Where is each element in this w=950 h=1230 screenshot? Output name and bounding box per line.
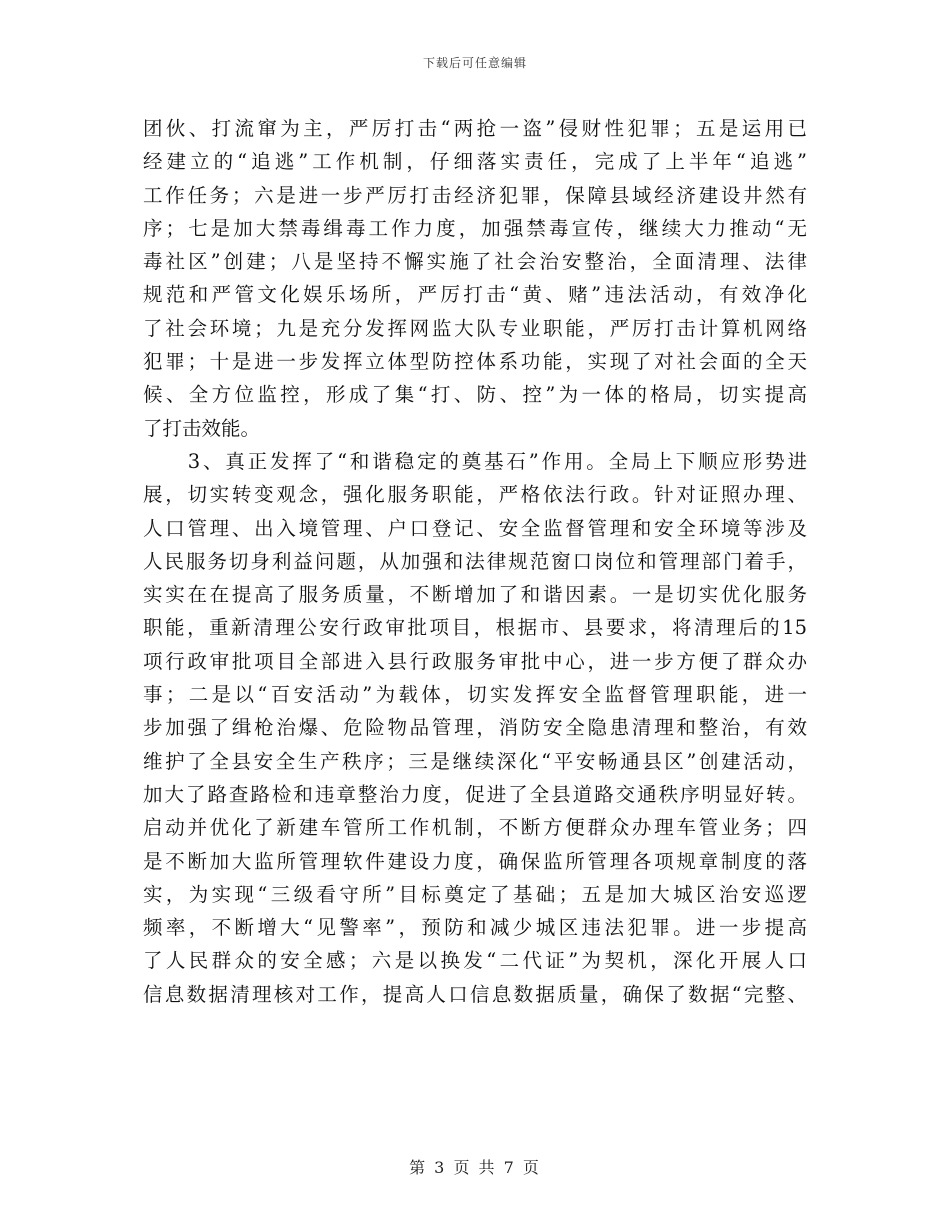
text-line: 人民服务切身利益问题，从加强和法律规范窗口岗位和管理部门着手，	[143, 549, 807, 573]
page-number: 第 3 页 共 7 页	[409, 1158, 541, 1177]
text-line: 启动并优化了新建车管所工作机制，不断方便群众办理车管业务；四	[143, 816, 807, 840]
text-line: 犯罪；十是进一步发挥立体型防控体系功能，实现了对社会面的全天	[143, 350, 807, 374]
text-line: 实实在在提高了服务质量，不断增加了和谐因素。一是切实优化服务	[143, 583, 807, 607]
text-line: 维护了全县安全生产秩序；三是继续深化“平安畅通县区”创建活动，	[143, 749, 807, 773]
text-line: 步加强了缉枪治爆、危险物品管理，消防安全隐患清理和整治，有效	[143, 716, 807, 740]
text-line: 工作任务；六是进一步严厉打击经济犯罪，保障县域经济建设井然有	[143, 183, 807, 207]
text-line: 实，为实现“三级看守所”目标奠定了基础；五是加大城区治安巡逻	[143, 882, 807, 906]
text-line: 毒社区”创建；八是坚持不懈实施了社会治安整治，全面清理、法律	[143, 250, 807, 274]
text-line: 候、全方位监控，形成了集“打、防、控”为一体的格局，切实提高	[143, 383, 807, 407]
text-line: 了打击效能。	[143, 416, 261, 440]
body-text	[143, 112, 807, 1011]
text-line: 经建立的“追逃”工作机制，仔细落实责任，完成了上半年“追逃”	[143, 150, 807, 174]
text-line: 团伙、打流窜为主，严厉打击“两抢一盗”侵财性犯罪；五是运用已	[143, 117, 807, 140]
text-line: 事；二是以“百安活动”为载体，切实发挥安全监督管理职能，进一	[143, 683, 807, 707]
text-line: 了社会环境；九是充分发挥网监大队专业职能，严厉打击计算机网络	[143, 316, 807, 340]
text-line: 频率，不断增大“见警率”，预防和减少城区违法犯罪。进一步提高	[143, 916, 807, 940]
text-line: 序；七是加大禁毒缉毒工作力度，加强禁毒宣传，继续大力推动“无	[143, 216, 807, 240]
text-line: 信息数据清理核对工作，提高人口信息数据质量，确保了数据“完整、	[143, 982, 807, 1006]
text-line: 项行政审批项目全部进入县行政服务审批中心，进一步方便了群众办	[143, 649, 807, 673]
text-line: 了人民群众的安全感；六是以换发“二代证”为契机，深化开展人口	[143, 949, 807, 973]
header-note: 下载后可任意编辑	[422, 56, 527, 70]
text-line: 规范和严管文化娱乐场所，严厉打击“黄、赌”违法活动，有效净化	[143, 283, 807, 307]
text-line: 加大了路查路检和违章整治力度，促进了全县道路交通秩序明显好转。	[143, 782, 807, 806]
text-line: 展，切实转变观念，强化服务职能，严格依法行政。针对证照办理、	[143, 483, 807, 507]
text-line: 3、真正发挥了“和谐稳定的奠基石”作用。全局上下顺应形势进	[143, 449, 807, 473]
text-line: 是不断加大监所管理软件建设力度，确保监所管理各项规章制度的落	[143, 849, 807, 873]
text-line: 人口管理、出入境管理、户口登记、安全监督管理和安全环境等涉及	[143, 516, 807, 540]
text-line: 职能，重新清理公安行政审批项目，根据市、县要求，将清理后的15	[143, 616, 807, 640]
